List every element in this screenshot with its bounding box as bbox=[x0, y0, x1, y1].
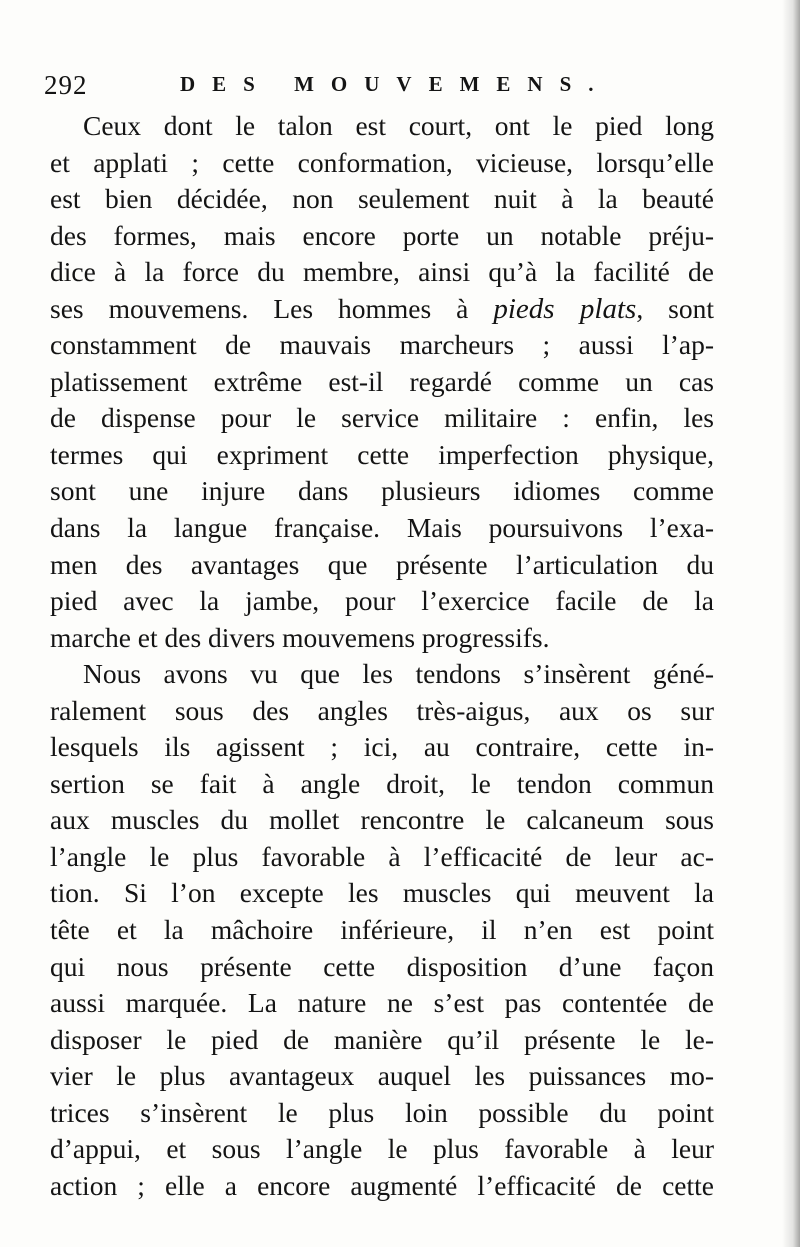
text-line: sertion se fait à angle droit, le tendon commun bbox=[50, 767, 714, 799]
text-line: dans la langue française. Mais poursuivons l’exa- bbox=[50, 512, 714, 544]
text-line: Ceux dont le talon est court, ont le pied long bbox=[83, 110, 714, 141]
text-line: est bien décidée, non seulement nuit à la beauté bbox=[50, 183, 714, 215]
text-line: men des avantages que présente l’articulation du bbox=[50, 548, 714, 580]
text-line: aux muscles du mollet rencontre le calcaneum sous bbox=[50, 804, 714, 836]
text-line: termes qui expriment cette imperfection physique, bbox=[50, 438, 714, 470]
running-title: DES MOUVEMENS. bbox=[180, 72, 611, 96]
text-line: Nous avons vu que les tendons s’insèrent géné- bbox=[83, 658, 714, 690]
text-line: l’angle le plus favorable à l’efficacité de leur ac- bbox=[50, 840, 714, 872]
text-line-with-italic bbox=[50, 291, 714, 328]
text-line: des formes, mais encore porte un notable préju- bbox=[50, 219, 714, 251]
text-line: et applati ; cette conformation, vicieuse, lorsqu’elle bbox=[50, 146, 714, 178]
text-line: vier le plus avantageux auquel les puissances mo- bbox=[50, 1060, 714, 1092]
text-line: dice à la force du membre, ainsi qu’à la facilité de bbox=[50, 256, 714, 288]
text-line: d’appui, et sous l’angle le plus favorable à leur bbox=[50, 1133, 714, 1165]
body-text bbox=[50, 108, 714, 1204]
text-line: platissement extrême est-il regardé comme un cas bbox=[50, 365, 714, 397]
text-line: tête et la mâchoire inférieure, il n’en est point bbox=[50, 914, 714, 946]
text-line: ralement sous des angles très-aigus, aux os sur bbox=[50, 694, 714, 726]
text-line: lesquels ils agissent ; ici, au contraire, cette in- bbox=[50, 731, 714, 763]
paragraph-1 bbox=[50, 108, 714, 656]
text-line: pied avec la jambe, pour l’exercice facile de la bbox=[50, 585, 714, 617]
text-line: de dispense pour le service militaire : enfin, les bbox=[50, 402, 714, 434]
text-segment: , sont bbox=[636, 292, 714, 324]
text-line: constamment de mauvais marcheurs ; aussi l’ap- bbox=[50, 329, 714, 361]
running-head bbox=[44, 70, 744, 106]
text-line: marche et des divers mouvemens progressifs. bbox=[50, 621, 550, 653]
text-line: qui nous présente cette disposition d’une façon bbox=[50, 950, 714, 982]
paragraph-2 bbox=[50, 656, 714, 1204]
text-line: aussi marquée. La nature ne s’est pas contentée de bbox=[50, 987, 714, 1019]
text-segment: ses mouvemens. Les hommes à bbox=[50, 292, 469, 324]
text-line: trices s’insèrent le plus loin possible du point bbox=[50, 1096, 714, 1128]
text-line: tion. Si l’on excepte les muscles qui meuvent la bbox=[50, 877, 714, 909]
text-line: sont une injure dans plusieurs idiomes comme bbox=[50, 475, 714, 507]
italic-phrase: pieds plats bbox=[493, 292, 637, 325]
text-line: action ; elle a encore augmenté l’efficacité de cette bbox=[50, 1169, 714, 1201]
text-line: disposer le pied de manière qu’il présente le le- bbox=[50, 1023, 714, 1055]
page-number: 292 bbox=[44, 70, 88, 100]
page-edge-shadow bbox=[782, 0, 800, 1247]
